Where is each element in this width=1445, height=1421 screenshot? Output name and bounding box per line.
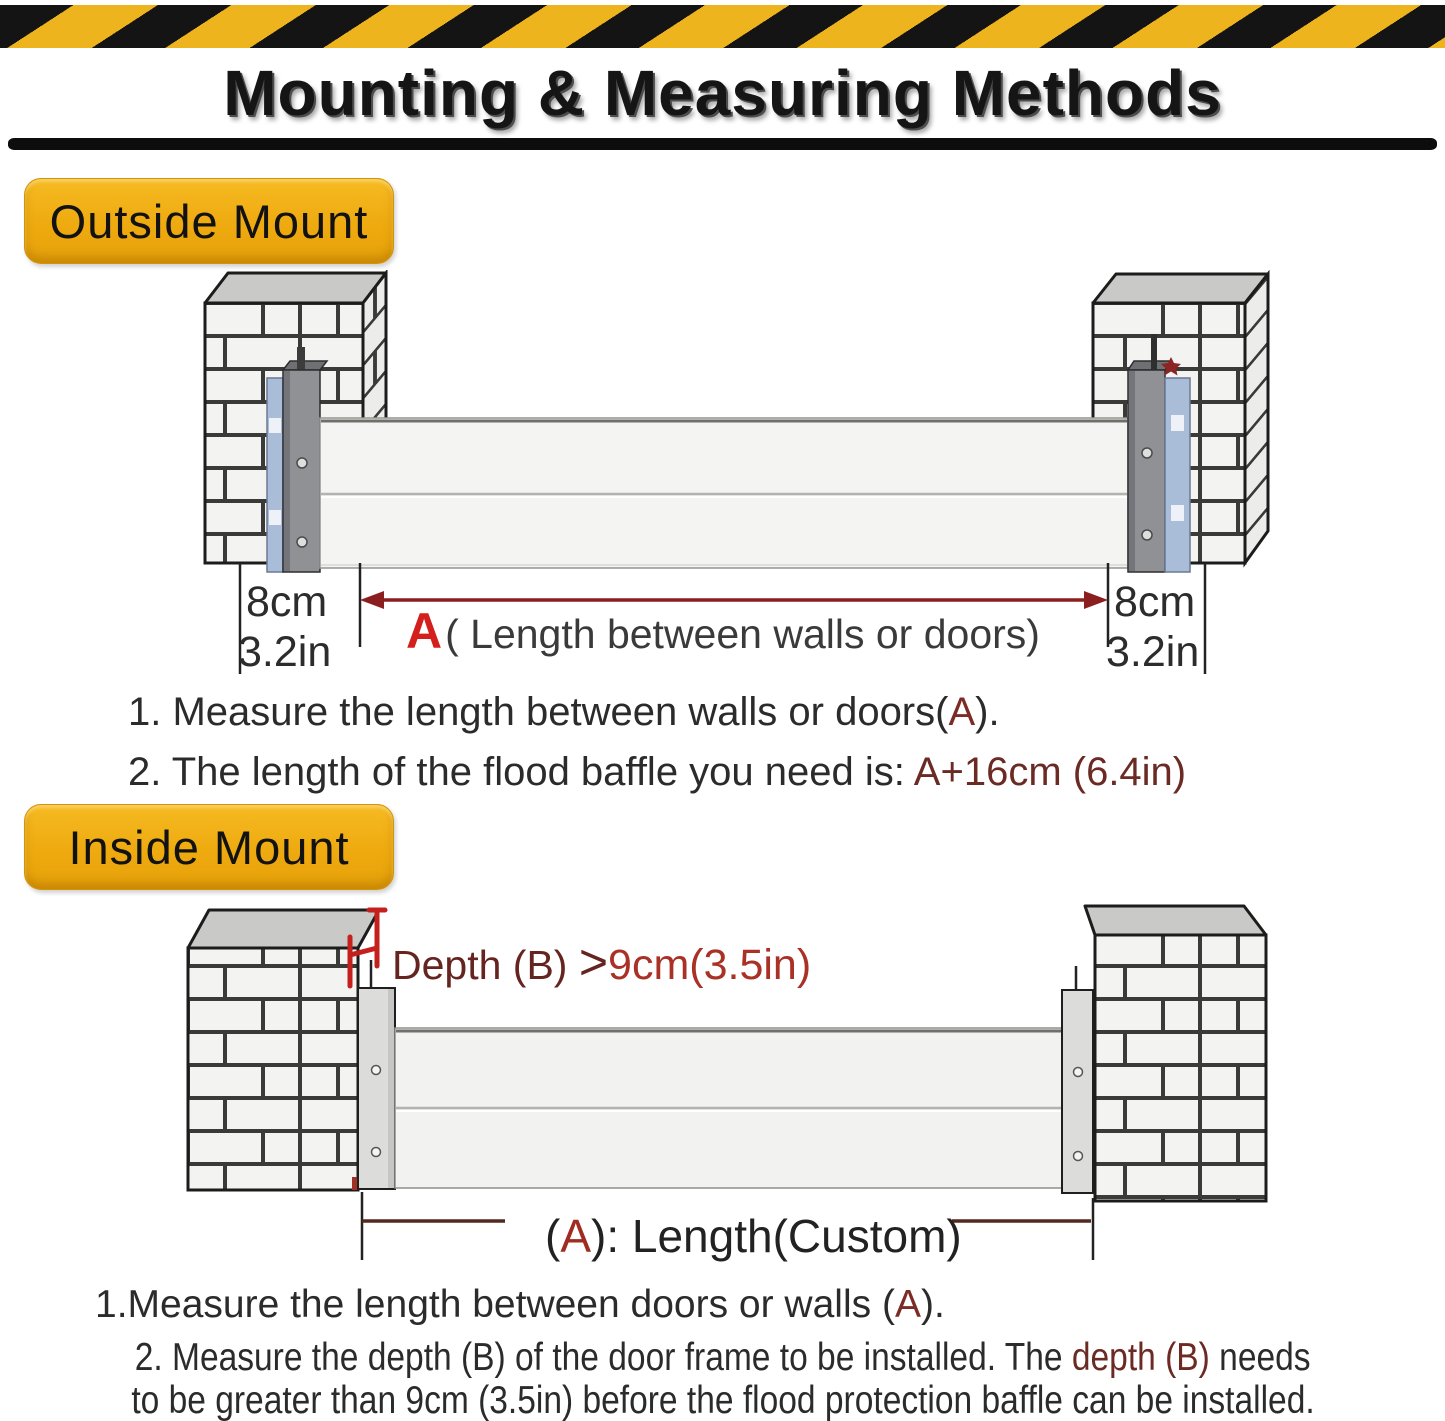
pillar-top-face [205, 273, 386, 303]
depth-label-gt: > [578, 934, 609, 990]
inside-step-1 [95, 1283, 945, 1327]
hazard-stripe-banner [0, 5, 1445, 48]
inside-step-1-a: A [894, 1283, 921, 1326]
inside-mount-badge [24, 804, 394, 890]
outside-step-1 [128, 690, 1000, 735]
dim-8cm-right: 8cm [1114, 578, 1196, 626]
inside-mount-badge-label: Inside Mount [68, 820, 350, 874]
inside-flood-barrier-panel [395, 1028, 1062, 1188]
outside-mount-badge-label: Outside Mount [49, 194, 369, 248]
gasket-notch [269, 418, 281, 433]
inside-right-mounting-channel [1062, 966, 1093, 1193]
screw-hole [372, 1066, 381, 1075]
outside-flood-barrier-panel [320, 418, 1128, 568]
outside-step-1-end: ). [975, 690, 1000, 734]
pillar-front-face [188, 948, 358, 1190]
inside-step-2-continued: to be greater than 9cm (3.5in) before the flood protection baffle can be installed. [130, 1379, 1315, 1421]
pillar-side-face [1245, 274, 1268, 563]
outside-step-1-text: 1. Measure the length between walls or doors( [128, 690, 949, 734]
length-label-rest: ): Length(Custom) [591, 1210, 962, 1262]
channel-body [1062, 990, 1093, 1193]
outside-mount-badge [24, 178, 394, 264]
screw-hole [297, 458, 307, 468]
inside-step-1-end: ). [920, 1283, 945, 1326]
dim-3in-right: 3.2in [1106, 628, 1200, 676]
depth-label [392, 934, 811, 990]
outside-mount-diagram [0, 270, 1445, 690]
channel-shade [388, 989, 394, 1188]
inside-step-2-text: 2. Measure the depth (B) of the door frame to be installed. The [134, 1336, 1072, 1379]
header-divider-bar [8, 138, 1437, 150]
inside-step-2-line-2 [0, 1379, 1445, 1421]
outside-step-1-a: A [948, 690, 976, 734]
pillar-top-face [1085, 906, 1266, 935]
dim-3in-left: 3.2in [238, 628, 332, 676]
gasket-notch [269, 510, 281, 525]
gasket-notch [1171, 505, 1184, 521]
arrow-head-left-icon [360, 591, 384, 609]
inside-dimension-annotation [362, 1192, 1093, 1262]
screw-hole [1142, 448, 1152, 458]
depth-label-text: Depth (B) [392, 942, 579, 988]
screw-hole [297, 537, 307, 547]
pillar-top-face [1093, 274, 1268, 303]
page-title: Mounting & Measuring Methods [223, 57, 1222, 129]
outside-step-2-text: 2. The length of the flood baffle you need is: [128, 750, 914, 794]
outside-step-2 [128, 750, 1186, 795]
inside-step-2-depth: depth (B) [1071, 1336, 1210, 1379]
length-label-a: A [560, 1210, 592, 1262]
gasket-notch [1171, 415, 1184, 431]
outside-step-2-formula: A+16cm (6.4in) [913, 750, 1187, 794]
dim-length-label-A: A [406, 603, 443, 659]
inside-left-mounting-channel [352, 988, 395, 1190]
length-custom-label [545, 1210, 962, 1262]
screw-hole [1074, 1152, 1083, 1161]
anchor-pin [1151, 334, 1157, 372]
screw-hole [372, 1148, 381, 1157]
depth-label-value: 9cm(3.5in) [608, 941, 812, 989]
length-label-open: ( [545, 1210, 561, 1262]
channel-shade [1129, 371, 1135, 571]
arrow-head-right-icon [1084, 591, 1108, 609]
pillar-front-face [1095, 935, 1266, 1201]
screw-hole [1074, 1068, 1083, 1077]
rubber-gasket-left [267, 378, 283, 572]
channel-shade [284, 371, 290, 571]
outside-dimension-annotation [238, 563, 1205, 676]
inside-step-2-needs: needs [1209, 1336, 1311, 1379]
screw-hole [1142, 530, 1152, 540]
inside-step-2-line-1 [0, 1336, 1445, 1380]
rubber-gasket-right [1165, 378, 1190, 572]
inside-step-1-text: 1.Measure the length between doors or walls ( [95, 1283, 895, 1326]
inside-right-brick-pillar [1085, 906, 1266, 1201]
dim-length-label [406, 603, 1040, 659]
dim-length-label-text: ( Length between walls or doors) [445, 611, 1040, 657]
dim-8cm-left: 8cm [246, 578, 328, 626]
inside-mount-diagram [0, 900, 1445, 1272]
outside-left-mounting-channel [267, 347, 327, 572]
anchor-pin [297, 347, 305, 372]
